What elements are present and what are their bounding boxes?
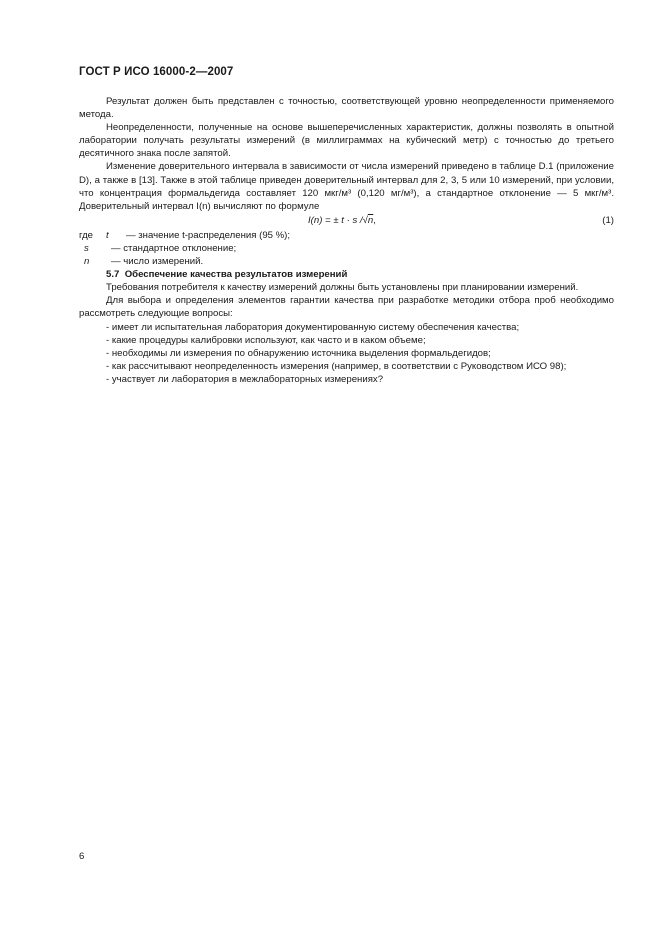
list-item: - как рассчитывают неопределенность измерения (например, в соответствии с Руководством ИСО 98); bbox=[106, 360, 567, 372]
definition-row bbox=[79, 229, 614, 242]
formula-tail: , bbox=[373, 214, 376, 226]
list-item: - необходимы ли измерения по обнаружению источника выделения формальдегидов; bbox=[106, 347, 491, 359]
paragraph-requirements: Требования потребителя к качеству измерений должны быть установлены при планировании измерений. bbox=[106, 282, 579, 294]
definition-row bbox=[79, 242, 614, 255]
document-header: ГОСТ Р ИСО 16000-2—2007 bbox=[79, 66, 234, 78]
list-item: - имеет ли испытательная лаборатория документированную систему обеспечения качества; bbox=[106, 321, 520, 333]
definition-symbol: t bbox=[106, 229, 109, 241]
section-title: Обеспечение качества результатов измерений bbox=[124, 269, 348, 281]
document-body bbox=[79, 95, 614, 386]
formula-radicand: n bbox=[367, 214, 374, 226]
sqrt-symbol: √ bbox=[362, 214, 368, 226]
list-item: - участвует ли лаборатория в межлабораторных измерениях? bbox=[106, 373, 384, 385]
definition-text: — стандартное отклонение; bbox=[111, 242, 237, 254]
variable-definitions bbox=[79, 229, 614, 268]
paragraph-uncertainty: Неопределенности, полученные на основе вышеперечисленных характеристик, должны позволять в опытной лаборатории получать результаты измерений (в миллиграммах на кубический метр) с точностью до третьего десятичного знака после запятой. bbox=[79, 122, 614, 160]
equation-number: (1) bbox=[602, 214, 614, 226]
list-item: - какие процедуры калибровки используют, как часто и в каком объеме; bbox=[106, 334, 426, 346]
page-number: 6 bbox=[79, 851, 85, 862]
definition-row bbox=[79, 255, 614, 268]
paragraph-precision: Результат должен быть представлен с точностью, соответствующей уровню неопределенности применяемого метода. bbox=[79, 96, 614, 121]
section-heading bbox=[79, 268, 614, 281]
paragraph-questions-intro: Для выбора и определения элементов гарантии качества при разработке методики отбора проб необходимо рассмотреть следующие вопросы: bbox=[79, 295, 614, 320]
definition-symbol: n bbox=[84, 256, 90, 268]
definition-text: — значение t-распределения (95 %); bbox=[126, 229, 291, 241]
section-number: 5.7 bbox=[106, 269, 120, 281]
definition-symbol: s bbox=[84, 242, 89, 254]
where-label: где bbox=[79, 229, 94, 241]
formula-row bbox=[79, 214, 614, 228]
definition-text: — число измерений. bbox=[111, 256, 204, 268]
formula bbox=[308, 214, 376, 227]
paragraph-confidence-interval: Изменение доверительного интервала в зависимости от числа измерений приведено в таблице D.1 (приложение D), а также в [13]. Также в этой таблице приведен доверительный интервал для 2, 3, 5 или 10 измерений, при условии, что концентрация формальдегида составляет 120 мкг/м³ (0,120 мг/м³), а стандартное отклонение — 5 мкг/м³. Доверительный интервал I(n) вычисляют по формуле bbox=[79, 161, 614, 212]
questions-list bbox=[79, 321, 614, 386]
formula-lhs: I(n) = ± t · s / bbox=[308, 214, 363, 226]
